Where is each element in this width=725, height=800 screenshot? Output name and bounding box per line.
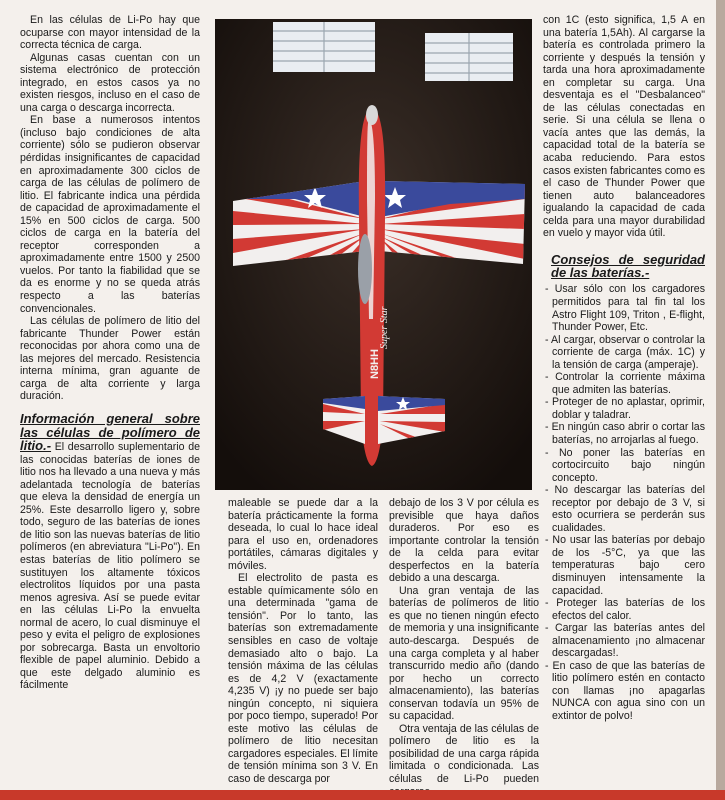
paragraph: Algunas casas cuentan con un sistema electrónico de protección integrado, en estos casos ya no existen riesgos, incluso en el caso de una carga o descarga incorrecta. — [20, 51, 200, 114]
canopy — [358, 234, 372, 304]
section-heading: Información general sobre las células de polímero de litio.- — [20, 410, 200, 454]
paragraph: Una gran ventaja de las baterías de polímeros de litio es que no tienen ningún efecto de memoria y una insignificante auto-descarga. Después de una carga completa y al haber transcurrido medio año (dando por hecho un correcto almacenamiento), las baterías conservan todavía un 95% de su capacidad. — [389, 584, 539, 723]
bottom-rule — [0, 790, 725, 800]
fuselage-text: N8HH — [369, 349, 381, 379]
column-middle-bottom — [228, 497, 378, 786]
list-item: - Controlar la corriente máxima que admiten las baterías. — [545, 371, 705, 396]
list-item: - Usar sólo con los cargadores permitidos para tal fin tal los Astro Flight 109, Triton , E-flight, Thunder Power, Etc. — [545, 283, 705, 334]
list-item: - Al cargar, observar o controlar la corriente de carga (máx. 1C) y la tensión de carga (amperaje). — [545, 333, 705, 371]
paragraph: En base a numerosos intentos (incluso bajo condiciones de alta corriente) sólo se pudieron observar pérdidas insignificantes de capacidad en aproximadamente 300 ciclos de carga de las células de polímero de litio. El fabricante indica una pérdida de capacidad de aproximadamente el 15% en 500 ciclos de carga. 500 ciclos de carga en la batería del receptor corresponden a aproximadamente entre 1500 y 2500 vuelos. Por tanto la fiabilidad que se da es enorme y no se queda atrás respecto a las baterías convencionales. — [20, 114, 200, 315]
list-item: - Proteger las baterías de los efectos del calor. — [545, 597, 705, 622]
paragraph: El electrolito de pasta es estable químicamente sólo en una determinada "gama de tensión". Por lo tanto, las baterías son extremadamente sensibles en caso de voltaje demasiado alto o bajo. La tensión máxima de las células es de 4,2 V (exactamente 4,235 V) ¡y no puede ser bajo ningún concepto, ni siquiera por poco tiempo, superado! Por este motivo las células de polímero de litio necesitan cargadores especiales. El límite de tensión mínima son 3 V. En caso de descarga por — [228, 572, 378, 786]
spinner — [366, 105, 378, 125]
column-third-bottom — [389, 497, 539, 798]
paragraph: Las células de polímero de litio del fabricante Thunder Power están reconocidas por ahora como una de las mejores del mercado. Resistencia interna mínima, gran aguante de carga de alta corriente y larga duración. — [20, 315, 200, 403]
section-text: El desarrollo suplementario de las conocidas baterías de iones de litio nos ha llevado a una nueva y más adelantada tecnología de baterías que eleva la densidad de energía un 25%. Este desarrollo ligero y, sobre todo, seguro de las baterías de iones de litio son las nuevas baterías de litio polímeros (en abreviatura "Li-Po"). En estas baterías de litio polímero se sustituyen los altamente tóxicos electrolitos líquidos por una pasta menos agresiva. Así se puede evitar en las células Li-Po la envuelta normal de acero, lo cual disminuye el peso y evita el peligro de explosiones por sobrecarga. Basta un envoltorio flexible de papel aluminio. Debido a que este delgado aluminio es fácilmente — [20, 441, 200, 692]
safety-tips-list — [543, 283, 705, 722]
list-item: - Cargar las baterías antes del almacenamiento ¡no almacenar descargadas!. — [545, 622, 705, 660]
list-item: - Proteger de no aplastar, oprimir, doblar y taladrar. — [545, 396, 705, 421]
paragraph: Otra ventaja de las células de polímero de litio es la posibilidad de una carga rápida limitada o condicionada. Las células de Li-Po pueden — [389, 722, 539, 786]
paragraph: En las células de Li-Po hay que ocuparse con mayor intensidad de la correcta técnica de carga. — [20, 14, 200, 52]
list-item: - No usar las baterías por debajo de los -5°C, ya que las temperaturas bajo cero disminuyen intensamente la capacidad. — [545, 534, 705, 597]
list-item: - En caso de que las baterías de litio polímero estén en contacto con llamas ¡no apagarlas NUNCA con agua sino con un extintor de polvo! — [545, 659, 705, 723]
column-right-top — [543, 14, 705, 723]
wing-text: Super Star — [379, 306, 390, 349]
paragraph: con 1C (esto significa, 1,5 A en una batería 1,5Ah). Al cargarse la batería es controlada primero la corriente y después la tensión y tarda una hora aproximadamente en completar su carga. Una desventaja es el "Desbalanceo" de las células conectadas en serie. Si una célula se llena o vacía antes que las demás, la capacidad total de la batería se acaba reduciendo. Para estos casos existen fabricantes como es el caso de Thunder Power que tienen auto balanceadores igualando la capacidad de cada celda para una mayor durabilidad en vuelo y mayor vida útil. — [543, 14, 705, 240]
page-edge — [716, 0, 725, 800]
airplane-photo — [215, 19, 532, 490]
safety-heading: Consejos de seguridad de las baterías.- — [551, 251, 705, 280]
list-item: - No descargar las baterías del receptor por debajo de 3 V, si esto ocurriera se perderán sus cualidades. — [545, 484, 705, 534]
section-paragraph — [20, 410, 200, 692]
paragraph: maleable se puede dar a la batería prácticamente la forma deseada, lo cual lo hace ideal para el uso en, ordenadores portátiles, cámaras digitales y móviles. — [228, 497, 378, 572]
column-left — [20, 14, 200, 692]
list-item: - En ningún caso abrir o cortar las baterías, no arrojarlas al fuego. — [545, 421, 705, 446]
list-item: - No poner las baterías en cortocircuito bajo ningún concepto. — [545, 446, 705, 484]
paragraph: debajo de los 3 V por célula es previsible que haya daños duraderos. Por eso es importante controlar la tensión de la celda para evitar desperfectos en la batería debido a una descarga. — [389, 497, 539, 585]
